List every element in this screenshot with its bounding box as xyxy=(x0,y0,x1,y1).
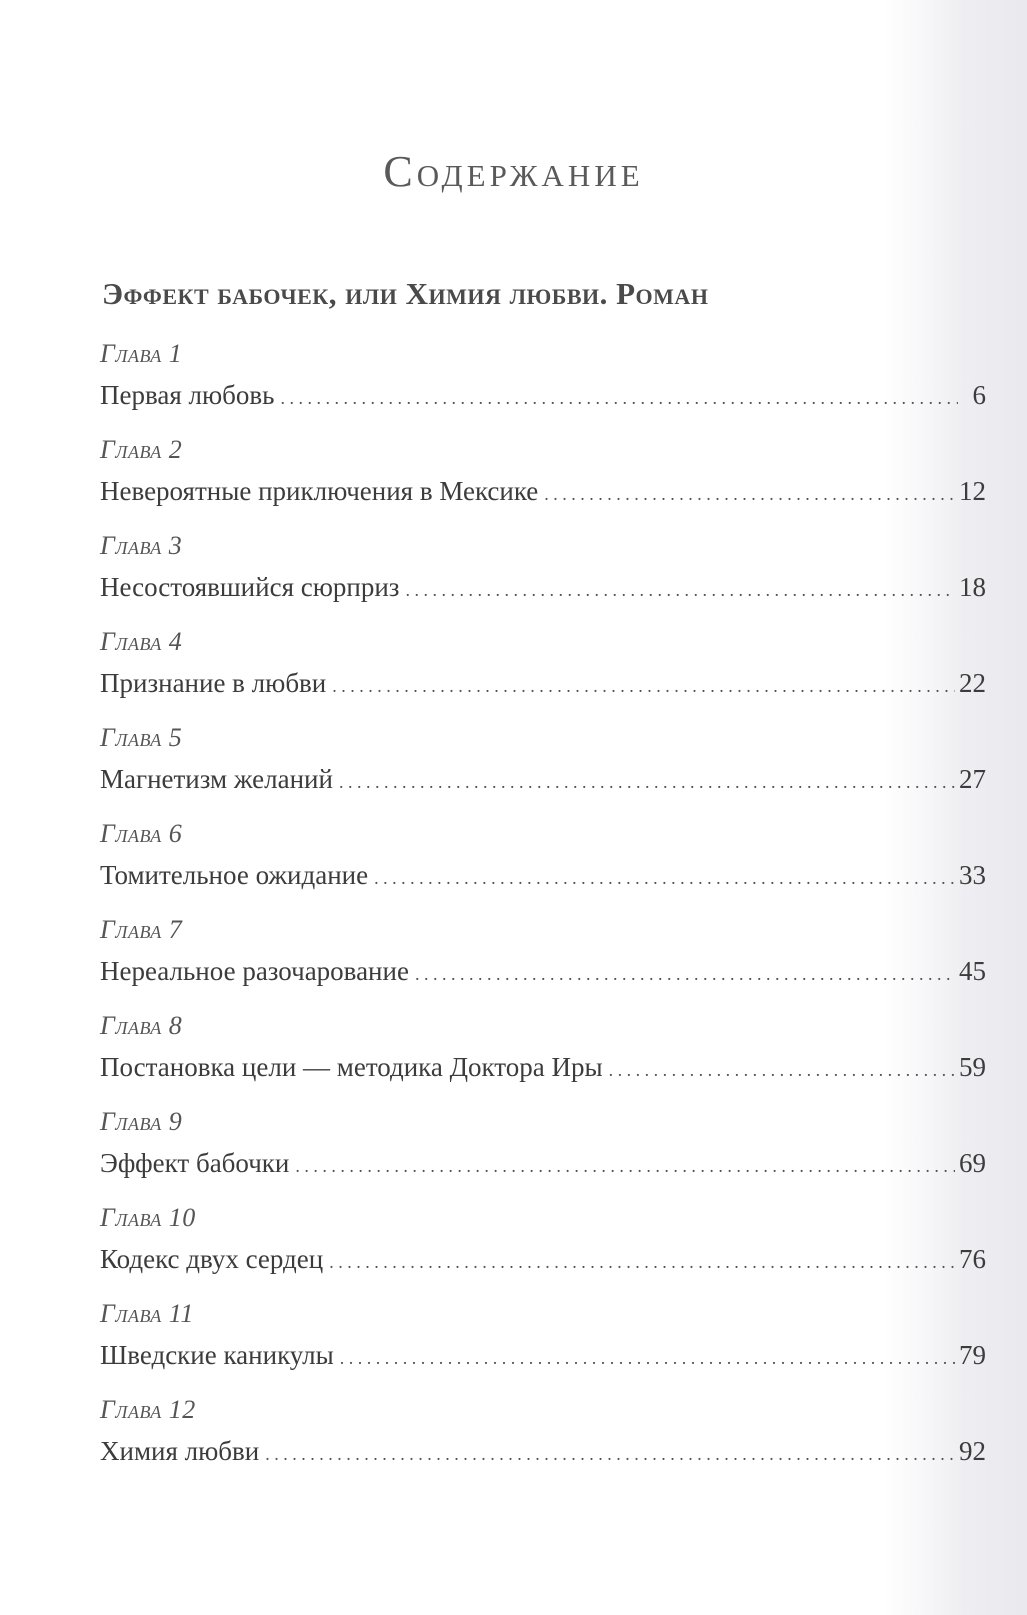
page-number: 27 xyxy=(959,764,986,794)
toc-entry xyxy=(100,432,986,528)
chapter-line xyxy=(100,372,986,418)
chapter-title: Шведские каникулы xyxy=(100,1340,334,1370)
chapter-label: Глава 12 xyxy=(100,1395,196,1424)
chapter-title: Нереальное разочарование xyxy=(100,956,409,986)
chapter-label: Глава 3 xyxy=(100,531,183,560)
chapter-label: Глава 11 xyxy=(100,1299,194,1328)
dot-leader xyxy=(374,855,955,901)
toc-entry xyxy=(100,1200,986,1296)
chapter-line xyxy=(100,756,986,802)
chapter-line xyxy=(100,564,986,610)
chapter-line xyxy=(100,1332,986,1378)
chapter-line xyxy=(100,660,986,706)
book-title: Эффект бабочек, или Химия любви. Роман xyxy=(102,276,709,311)
chapter-title: Признание в любви xyxy=(100,668,327,698)
chapter-line xyxy=(100,1428,986,1474)
dot-leader xyxy=(405,567,955,613)
page-number: 22 xyxy=(959,668,986,698)
chapter-title: Невероятные приключения в Мексике xyxy=(100,476,539,506)
dot-leader xyxy=(544,471,955,517)
toc-entry xyxy=(100,1104,986,1200)
dot-leader xyxy=(332,663,955,709)
chapter-line xyxy=(100,468,986,514)
chapter-label: Глава 4 xyxy=(100,627,183,656)
chapter-title: Химия любви xyxy=(100,1436,260,1466)
chapter-label: Глава 2 xyxy=(100,435,183,464)
chapter-line xyxy=(100,852,986,898)
page-title: Содержание xyxy=(383,147,644,196)
chapter-label: Глава 9 xyxy=(100,1107,183,1136)
dot-leader xyxy=(265,1431,955,1477)
chapter-label: Глава 7 xyxy=(100,915,183,944)
chapter-title: Кодекс двух сердец xyxy=(100,1244,324,1274)
chapter-label: Глава 6 xyxy=(100,819,183,848)
chapter-title: Магнетизм желаний xyxy=(100,764,333,794)
page-number: 79 xyxy=(959,1340,986,1370)
chapter-line xyxy=(100,948,986,994)
page-number: 92 xyxy=(959,1436,986,1466)
page-number: 45 xyxy=(959,956,986,986)
chapter-title: Томительное ожидание xyxy=(100,860,369,890)
chapter-line xyxy=(100,1140,986,1186)
chapter-line xyxy=(100,1236,986,1282)
dot-leader xyxy=(339,759,955,805)
chapter-label: Глава 10 xyxy=(100,1203,196,1232)
dot-leader xyxy=(415,951,955,997)
toc-entry xyxy=(100,1008,986,1104)
toc-entry xyxy=(100,624,986,720)
toc-entry xyxy=(100,912,986,1008)
page-number: 76 xyxy=(959,1244,986,1274)
chapter-title: Несостоявшийся сюрприз xyxy=(100,572,400,602)
dot-leader xyxy=(295,1143,955,1189)
chapter-title: Первая любовь xyxy=(100,380,275,410)
chapter-title: Эффект бабочки xyxy=(100,1148,290,1178)
chapter-title: Постановка цели — методика Доктора Иры xyxy=(100,1052,603,1082)
toc-entry xyxy=(100,816,986,912)
chapter-line xyxy=(100,1044,986,1090)
page-number: 33 xyxy=(959,860,986,890)
page-number: 12 xyxy=(959,476,986,506)
toc-entry xyxy=(100,1296,986,1392)
dot-leader xyxy=(280,375,958,421)
dot-leader xyxy=(609,1047,955,1093)
chapter-label: Глава 8 xyxy=(100,1011,183,1040)
chapter-label: Глава 1 xyxy=(100,339,183,368)
page-number: 6 xyxy=(972,380,986,410)
page-number: 18 xyxy=(959,572,986,602)
dot-leader xyxy=(340,1335,955,1381)
table-of-contents xyxy=(100,336,986,1488)
toc-entry xyxy=(100,336,986,432)
page-number: 69 xyxy=(959,1148,986,1178)
chapter-label: Глава 5 xyxy=(100,723,183,752)
toc-entry xyxy=(100,528,986,624)
page-number: 59 xyxy=(959,1052,986,1082)
toc-entry xyxy=(100,1392,986,1488)
dot-leader xyxy=(329,1239,955,1285)
toc-entry xyxy=(100,720,986,816)
